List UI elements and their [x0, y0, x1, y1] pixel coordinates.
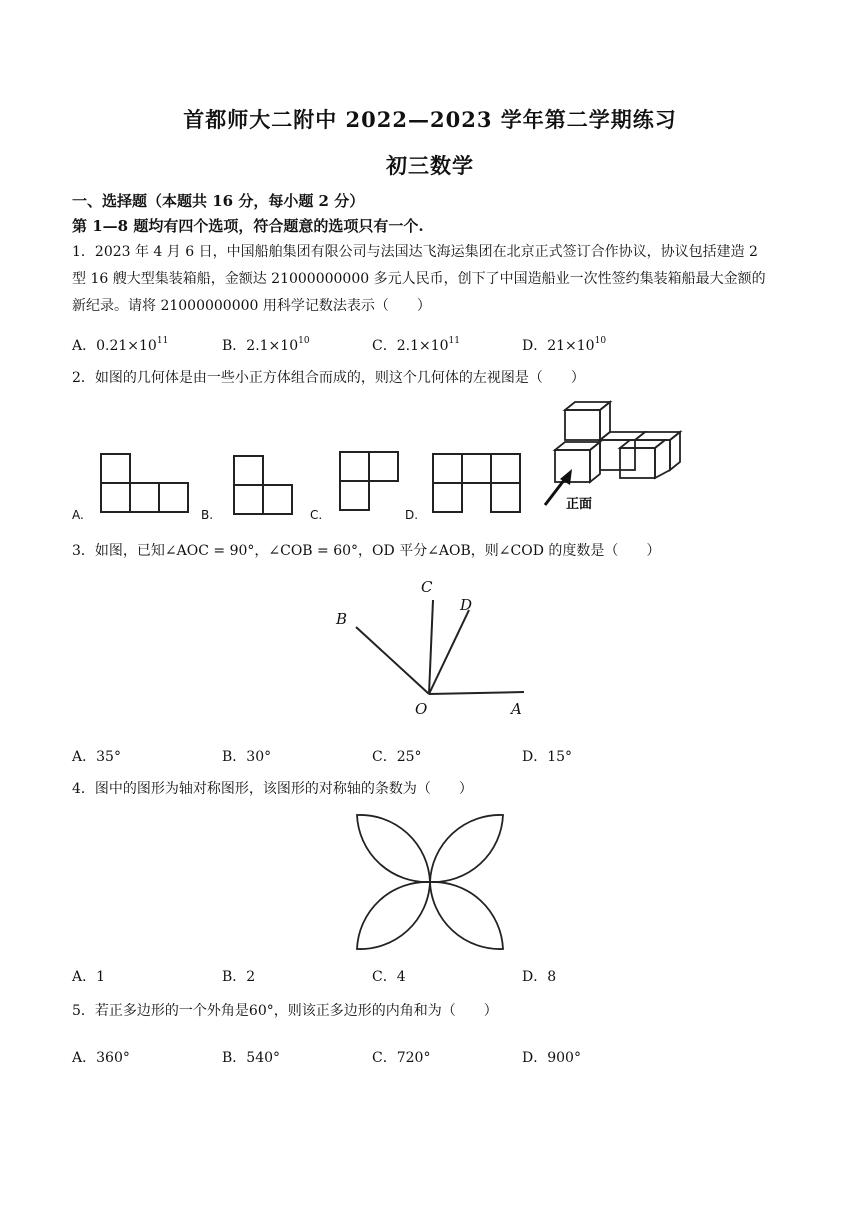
option-label: D．: [522, 969, 548, 985]
option-label: B．: [222, 338, 247, 354]
q3-option-c: [372, 746, 422, 766]
option-label: B．: [222, 969, 247, 985]
option-value: 900°: [547, 1050, 581, 1066]
q5-option-c: [372, 1047, 430, 1067]
option-exponent: 11: [156, 336, 169, 346]
ray-od: [429, 610, 469, 694]
q1-line-3: 新纪录。请将 21000000000 用科学记数法表示（ ）: [72, 298, 431, 314]
option-a-view: [101, 454, 188, 512]
point-d-label: D: [460, 596, 473, 614]
q4-option-b: [222, 966, 255, 986]
option-value: 1: [96, 969, 106, 985]
q4-option-c: [372, 966, 406, 986]
q4-option-a: [72, 966, 105, 986]
q1-option-c: [372, 335, 460, 355]
point-b-label: B: [336, 610, 348, 628]
option-base: 21×10: [547, 338, 595, 354]
option-label: C．: [372, 338, 397, 354]
petal-top-right: [430, 815, 503, 882]
point-o-label: O: [415, 700, 428, 718]
option-label: A．: [72, 338, 97, 354]
option-value: 30°: [246, 749, 272, 765]
option-base: 0.21×10: [96, 338, 157, 354]
q2-option-a-label: A.: [72, 508, 84, 522]
section-instruction: 第 1—8 题均有四个选项，符合题意的选项只有一个.: [72, 217, 424, 235]
q3-angle-figure: [0, 570, 860, 720]
option-label: C．: [372, 1050, 397, 1066]
q1-line-2: 型 16 艘大型集装箱船，金额达 21000000000 多元人民币，创下了中国造船业一次性签约集装箱船最大金额的: [72, 271, 766, 287]
option-b-view: [234, 456, 292, 514]
option-value: 2: [246, 969, 256, 985]
q1-option-d: [522, 335, 606, 355]
option-label: C．: [372, 969, 397, 985]
q1-option-b: [222, 335, 310, 355]
q4-petal-figure: [340, 810, 520, 955]
option-label: B．: [222, 1050, 247, 1066]
point-c-label: C: [421, 578, 433, 596]
option-c-view: [340, 452, 398, 510]
option-label: D．: [522, 749, 548, 765]
ray-ob: [356, 627, 429, 694]
option-label: A．: [72, 969, 97, 985]
point-a-label: A: [511, 700, 522, 718]
exam-subtitle: 初三数学: [386, 153, 474, 178]
option-label: B．: [222, 749, 247, 765]
option-label: A．: [72, 1050, 97, 1066]
ray-oa: [429, 692, 524, 694]
q3-option-d: [522, 746, 572, 766]
option-value: 15°: [547, 749, 573, 765]
q3-option-a: [72, 746, 121, 766]
q3-text: 3．如图，已知∠AOC = 90°，∠COB = 60°，OD 平分∠AOB，则∠COD 的度数是（ ）: [72, 543, 661, 559]
q1-line-1: 1．2023 年 4 月 6 日，中国船舶集团有限公司与法国达飞海运集团在北京正式签订合作协议，协议包括建造 2: [72, 244, 758, 260]
q4-option-d: [522, 966, 556, 986]
q5-option-a: [72, 1047, 130, 1067]
option-value: 720°: [396, 1050, 431, 1066]
option-value: 540°: [246, 1050, 281, 1066]
q4-text: 4．图中的图形为轴对称图形，该图形的对称轴的条数为（ ）: [72, 781, 473, 797]
option-exponent: 11: [448, 336, 460, 346]
option-exponent: 10: [298, 336, 310, 346]
option-value: 4: [396, 969, 406, 985]
option-value: 360°: [96, 1050, 130, 1066]
exam-title: 首都师大二附中 2022—2023 学年第二学期练习: [183, 107, 677, 132]
q2-option-b-label: B.: [201, 508, 214, 522]
option-label: D．: [522, 1050, 548, 1066]
q2-text: 2．如图的几何体是由一些小正方体组合而成的，则这个几何体的左视图是（ ）: [72, 370, 585, 386]
q5-option-d: [522, 1047, 581, 1067]
solid-figure: [555, 402, 680, 482]
q3-option-b: [222, 746, 271, 766]
option-value: 25°: [396, 749, 422, 765]
option-d-view: [433, 454, 520, 512]
section-heading: 一、选择题（本题共 16 分，每小题 2 分）: [72, 192, 365, 210]
q2-figure: [0, 395, 860, 530]
front-label: 正面: [566, 497, 593, 512]
option-value: 8: [547, 969, 557, 985]
option-base: 2.1×10: [396, 338, 449, 354]
option-label: C．: [372, 749, 397, 765]
option-exponent: 10: [594, 336, 607, 346]
option-value: 35°: [96, 749, 121, 765]
option-label: A．: [72, 749, 97, 765]
petal-bottom-left: [357, 882, 430, 949]
q2-option-d-label: D.: [405, 508, 419, 522]
option-base: 2.1×10: [246, 338, 299, 354]
q2-option-c-label: C.: [310, 508, 323, 522]
petal-bottom-right: [430, 882, 503, 949]
q1-option-a: [72, 335, 168, 355]
ray-oc: [429, 600, 433, 694]
q5-text: 5．若正多边形的一个外角是60°，则该正多边形的内角和为（ ）: [72, 1003, 498, 1019]
petal-top-left: [357, 815, 430, 882]
option-label: D．: [522, 338, 548, 354]
q5-option-b: [222, 1047, 280, 1067]
